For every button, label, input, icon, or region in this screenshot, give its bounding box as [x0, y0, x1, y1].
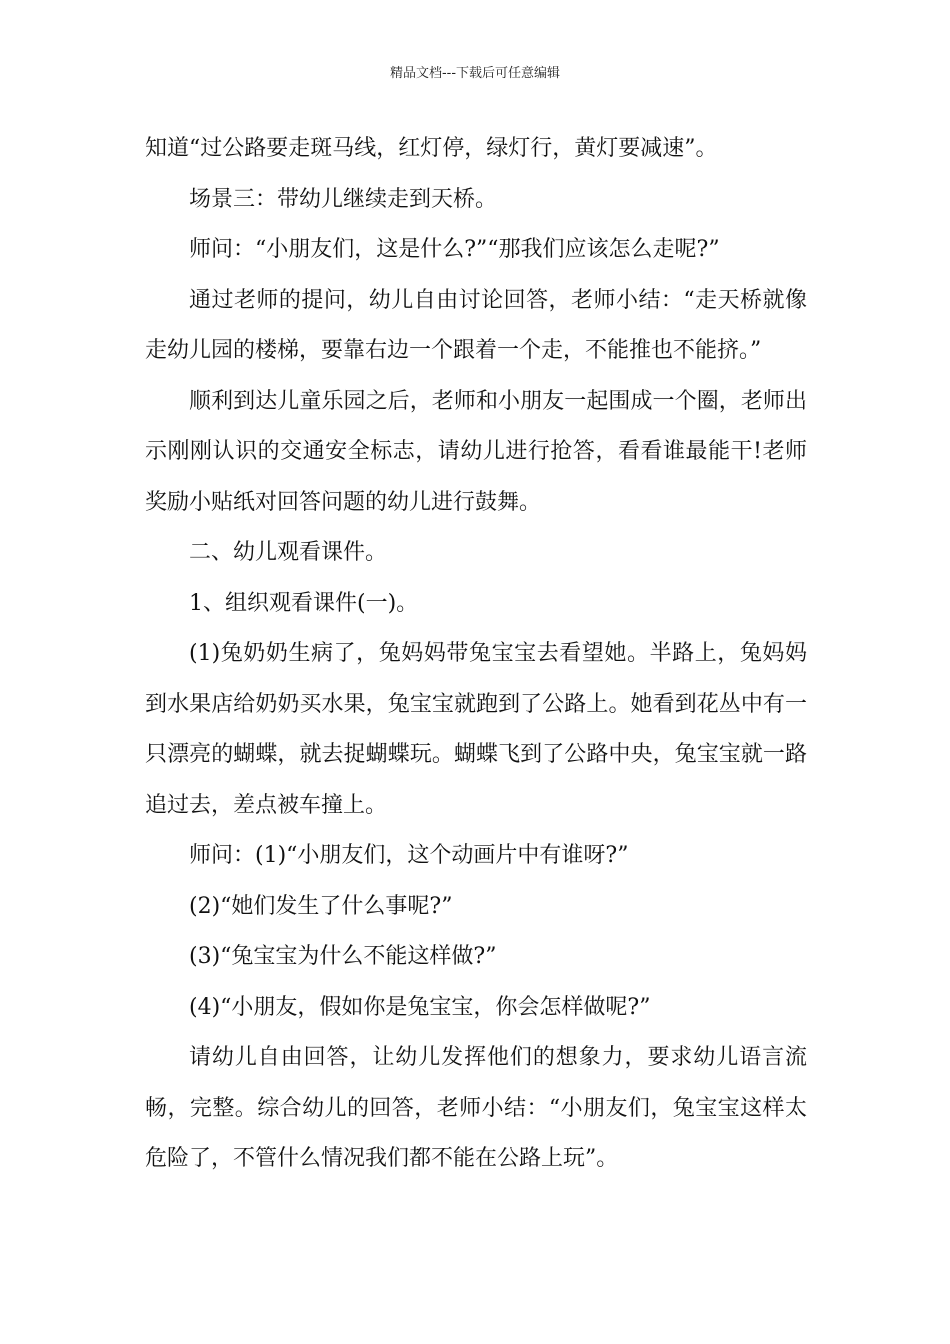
paragraph: 知道“过公路要走斑马线，红灯停，绿灯行，黄灯要减速”。: [145, 136, 718, 161]
paragraph: 师问：“小朋友们，这是什么?”“那我们应该怎么走呢?”: [189, 237, 720, 262]
page-header: 精品文档---下载后可任意编辑: [389, 66, 561, 81]
document-body: [145, 124, 807, 1185]
question-line: 师问：(1)“小朋友们，这个动画片中有谁呀?”: [189, 843, 629, 868]
question-line: (3)“兔宝宝为什么不能这样做?”: [189, 944, 497, 969]
paragraph: 请幼儿自由回答，让幼儿发挥他们的想象力，要求幼儿语言流畅，完整。综合幼儿的回答，老师小结：“小朋友们，兔宝宝这样太危险了，不管什么情况我们都不能在公路上玩”。: [145, 1045, 807, 1171]
question-line: (4)“小朋友，假如你是兔宝宝，你会怎样做呢?”: [189, 994, 651, 1020]
paragraph: 场景三：带幼儿继续走到天桥。: [189, 186, 498, 212]
paragraph: 顺利到达儿童乐园之后，老师和小朋友一起围成一个圈，老师出示刚刚认识的交通安全标志，请幼儿进行抢答，看看谁最能干!老师奖励小贴纸对回答问题的幼儿进行鼓舞。: [145, 388, 807, 515]
subsection-heading: 1、组织观看课件(一)。: [189, 590, 419, 616]
paragraph: 通过老师的提问，幼儿自由讨论回答，老师小结：“走天桥就像走幼儿园的楼梯，要靠右边一个跟着一个走，不能推也不能挤。”: [145, 287, 807, 363]
paragraph: (1)兔奶奶生病了，兔妈妈带兔宝宝去看望她。半路上，兔妈妈到水果店给奶奶买水果，兔宝宝就跑到了公路上。她看到花丛中有一只漂亮的蝴蝶，就去捉蝴蝶玩。蝴蝶飞到了公路中央，兔宝宝就一路追过去，差点被车撞上。: [145, 641, 807, 818]
question-line: (2)“她们发生了什么事呢?”: [189, 893, 453, 919]
section-heading: 二、幼儿观看课件。: [189, 540, 388, 565]
